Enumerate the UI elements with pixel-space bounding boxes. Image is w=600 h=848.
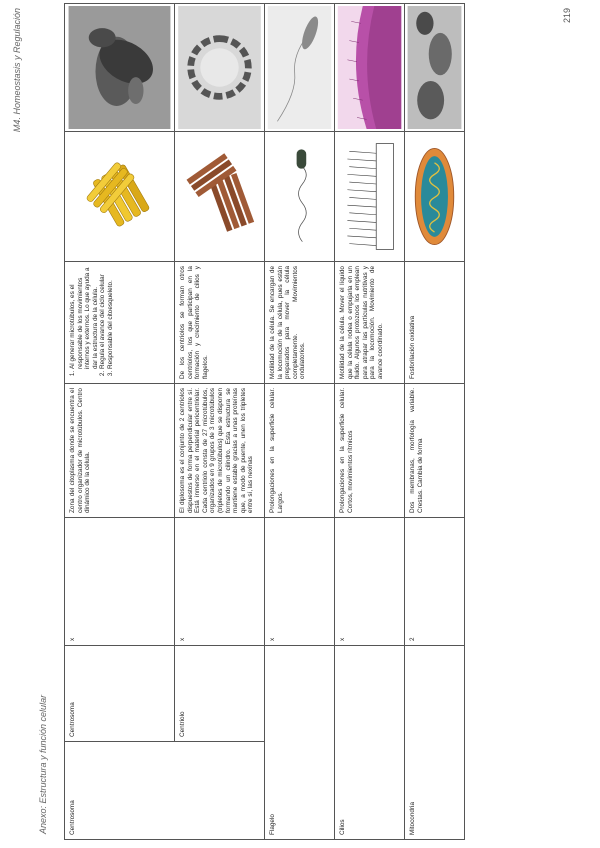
diagram-image [265,132,335,262]
table-row [405,4,465,840]
table-row [265,4,335,840]
micrograph-image [335,4,405,132]
cilia-diagram-image [337,134,402,259]
function-description: Motilidad de la célula. Se encargan de la locomoción de la célula, pues están preparados para mover la célula completamente. Movimientos ondulatorios. [265,262,335,384]
table-row [175,4,265,840]
cilia-micrograph-image [337,6,402,129]
mitochondrion-micrograph-image [407,6,462,129]
mitochondrion-diagram-image [407,134,462,259]
organelle-table [64,3,465,840]
structure-description: El diplosoma es el conjunto de 2 centriolos dispuestos de forma perpendicular entre sí. Está inmerso en el material pericentriolar. Cada centriolo consta de 27 microtúbulos, organizados en 9 grupos de 3 microtúbulos (tripletes de microtúbulos) que se disponen formando un cilindro. Esta estructura se mantiene estable gracias a unas proteínas que, a modo de puente, unen los tripletes entre sí, las nexinas [175,384,265,518]
membrane-count: 2 [405,518,465,646]
function-description: Motilidad de la célula. Mover el líquido que la célula rodea o empujarla en un fluido. Algunos protozoos los emplean para atrapar las partículas nutritivas y para la locomoción. Movimiento de avance coordinado. [335,262,405,384]
structure-description: Zona del citoplasma donde se encuentra el centro organizador de microtúbulos. Centro dinámico de la célula. [65,384,175,518]
flagellum-micrograph-image [267,6,332,129]
page-number: 219 [562,8,572,24]
organelle-name: Mitocondria [405,646,465,840]
running-header-right: M4. Homeostasis y Regulación [12,8,22,133]
structure-name: Centrosoma [65,646,175,742]
membrane-count: x [265,518,335,646]
diagram-image [65,132,175,262]
micrograph-image [405,4,465,132]
micrograph-image [175,4,265,132]
membrane-count: x [65,518,175,646]
structure-name: Centriolo [175,646,265,742]
organelle-name: Cilios [335,646,405,840]
flagellum-diagram-image [267,134,332,259]
function-item: 1. Al generar microtúbulos, es el responsable de los movimientos internos y externos. Lo que ayuda a dar la estructura de la célula. [69,266,99,369]
structure-description: Prolongaciones en la superficie celular. Largos. [265,384,335,518]
centrosome-micrograph-image [67,6,172,129]
membrane-count: x [175,518,265,646]
centriole-micrograph-image [177,6,262,129]
micrograph-image [265,4,335,132]
running-header-left: Anexo: Estructura y función celular [38,694,48,834]
diagram-image [405,132,465,262]
diagram-image [175,132,265,262]
organelle-name: Flagelo [265,646,335,840]
function-description: Fosforilación oxidativa [405,262,465,384]
function-description: De los centriolos se forman otros centriolos, los que participan en la formación y crecimiento de cilios y flagelos. [175,262,265,384]
micrograph-image [65,4,175,132]
function-item: 2. Regula el avance del ciclo celular [99,266,107,369]
table-row [65,4,175,840]
diagram-image [335,132,405,262]
centriole-diagram-image [177,134,262,259]
organelle-name: Centrosoma [65,742,265,840]
structure-description: Prolongaciones en la superficie celular. Cortos, movimientos rítmicos [335,384,405,518]
function-list [65,262,175,384]
membrane-count: x [335,518,405,646]
table-row [335,4,405,840]
structure-description: Dos membranas, morfología variable. Crestas. Cambia de forma [405,384,465,518]
centrosome-diagram-image [67,134,172,259]
function-item: 3. Responsable del citoesqueleto. [107,266,115,369]
